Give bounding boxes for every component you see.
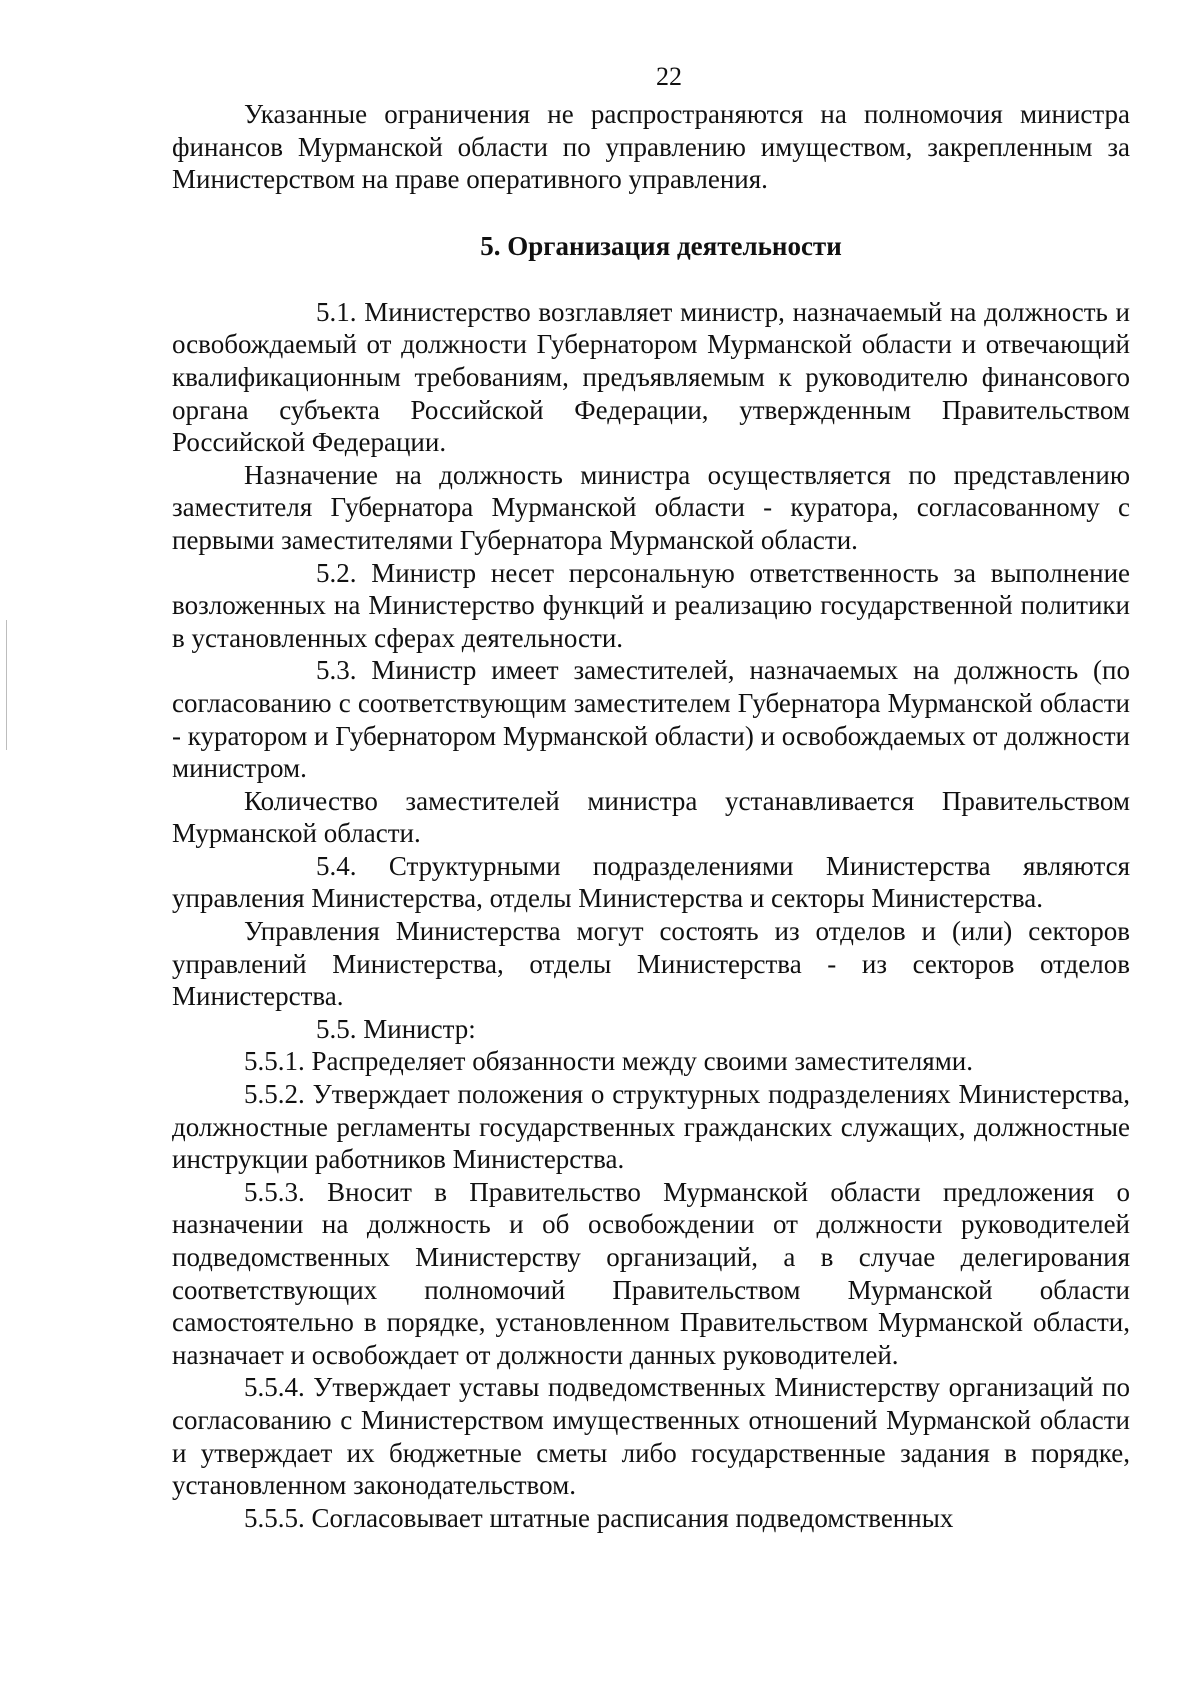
paragraph-number: 5.4.	[316, 850, 357, 881]
paragraph-text: Утверждает положения о структурных подразделениях Министерства, должностные регламенты государственных гражданских служащих, должностные инструкции работников Министерства.	[172, 1079, 1130, 1175]
paragraph-number: 5.5.2.	[244, 1079, 305, 1110]
paragraph-text: Министр:	[363, 1013, 476, 1044]
paragraph-5-1-appointment: Назначение на должность министра осуществляется по представлению заместителя Губернатора Мурманской области - куратора, согласованному с первыми заместителями Губернатора Мурманской области.	[172, 459, 1130, 555]
paragraph-5-5-3	[172, 1176, 1130, 1372]
paragraph-text: Утверждает уставы подведомственных Министерству организаций по согласованию с Министерством имущественных отношений Мурманской области и утверждает их бюджетные сметы либо государственные задания в порядке, установленном законодательством.	[172, 1372, 1130, 1501]
paragraph-5-5-1	[172, 1045, 1130, 1078]
paragraph-5-3	[172, 654, 1130, 784]
intro-paragraph: Указанные ограничения не распространяются на полномочия министра финансов Мурманской области по управлению имуществом, закрепленным за Министерством на праве оперативного управления.	[172, 99, 1130, 195]
paragraph-text: Согласовывает штатные расписания подведомственных	[311, 1502, 954, 1533]
paragraph-5-4-structure: Управления Министерства могут состоять из отделов и (или) секторов управлений Министерства, отделы Министерства - из секторов отделов Министерства.	[172, 916, 1130, 1012]
paragraph-text: Структурными подразделениями Министерства являются управления Министерства, отделы Министерства и секторы Министерства.	[172, 850, 1130, 914]
paragraph-number: 5.5.3.	[244, 1176, 305, 1207]
paragraph-text: Министр имеет заместителей, назначаемых на должность (по согласованию с соответствующим заместителем Губернатора Мурманской области - куратором и Губернатором Мурманской области) и освобождаемых от должности министром.	[172, 655, 1130, 784]
paragraph-number: 5.2.	[316, 557, 357, 588]
paragraph-number: 5.5.5.	[244, 1502, 305, 1533]
paragraph-5-4	[172, 850, 1130, 915]
page-number: 22	[656, 62, 682, 91]
paragraph-5-2	[172, 557, 1130, 655]
paragraph-number: 5.3.	[316, 655, 357, 686]
paragraph-number: 5.5.1.	[244, 1046, 305, 1077]
document-page	[172, 62, 1130, 1534]
paragraph-5-5-4	[172, 1371, 1130, 1501]
paragraph-text: Министерство возглавляет министр, назначаемый на должность и освобождаемый от должности Губернатором Мурманской области и отвечающий квалификационным требованиям, предъявляемым к руководителю финансового органа субъекта Российской Федерации, утвержденным Правительством Российской Федерации.	[172, 296, 1130, 458]
paragraph-text: Министр несет персональную ответственность за выполнение возложенных на Министерство функций и реализацию государственной политики в установленных сферах деятельности.	[172, 557, 1131, 653]
paragraph-5-5-5	[172, 1502, 1130, 1535]
paragraph-5-3-deputies-count: Количество заместителей министра устанавливается Правительством Мурманской области.	[172, 785, 1130, 849]
paragraph-5-5-2	[172, 1078, 1130, 1176]
section-heading: 5. Организация деятельности	[480, 230, 842, 261]
scan-margin-mark	[6, 620, 7, 750]
paragraph-number: 5.5.	[316, 1013, 357, 1044]
paragraph-number: 5.1.	[316, 296, 357, 327]
paragraph-number: 5.5.4.	[244, 1372, 305, 1403]
paragraph-text: Вносит в Правительство Мурманской области предложения о назначении на должность и об освобождении от должности руководителей подведомственных Министерству организаций, а в случае делегирования соответствующих полномочий Правительством Мурманской области самостоятельно в порядке, установленном Правительством Мурманской области, назначает и освобождает от должности данных руководителей.	[172, 1176, 1131, 1370]
paragraph-5-1	[172, 296, 1130, 459]
paragraph-5-5	[172, 1013, 1130, 1046]
paragraph-text: Распределяет обязанности между своими заместителями.	[311, 1046, 973, 1077]
